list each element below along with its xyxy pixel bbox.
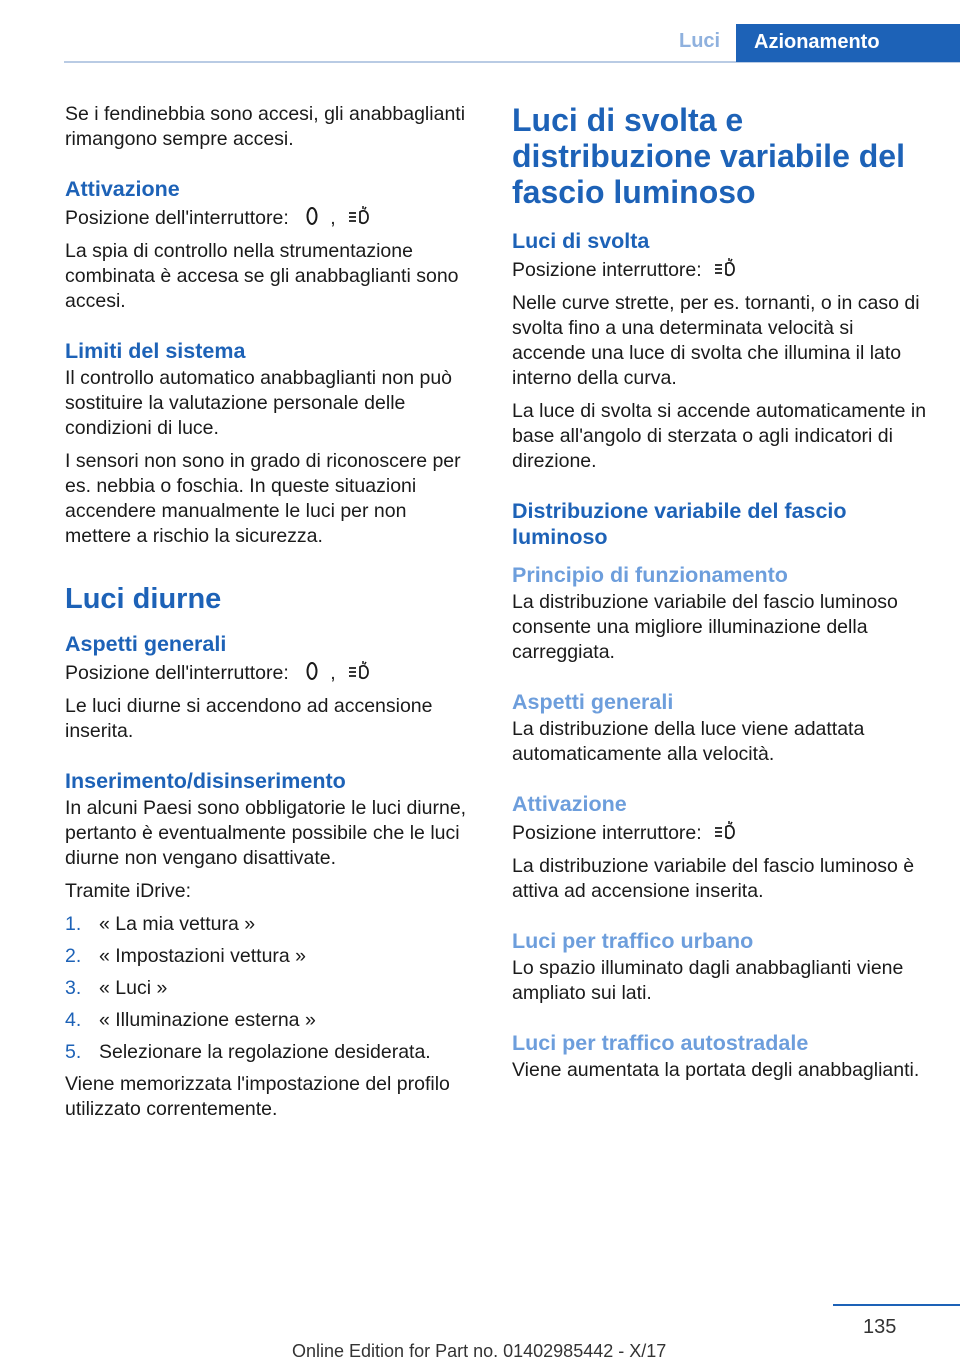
switch-position-0-icon [300,659,324,683]
turn-position [512,256,932,283]
activation-position [65,204,477,231]
automatic-headlight-icon [713,819,737,843]
list-item [65,976,477,1001]
drl-position [65,659,477,686]
intro-paragraph: Se i fendinebbia sono accesi, gli anabbaglianti rimangono sempre accesi. [65,103,466,150]
urban-heading: Luci per traffico urbano [512,929,754,953]
onoff-text: In alcuni Paesi sono obbligatorie le luci diurne, pertanto è eventualmente possibile che le luci diurne non vengano disattivate. [65,797,467,869]
principle-text: La distribuzione variabile del fascio luminoso consente una migliore illuminazione della carreggiata. [512,591,898,663]
drl-general-heading: Aspetti generali [65,632,227,656]
vld-activation-text: La distribuzione variabile del fascio luminoso è attiva ad accensione inserita. [512,855,915,902]
drl-position-label: Posizione dell'interruttore: [65,662,289,684]
drl-separator: , [330,662,336,684]
list-item [65,1008,477,1033]
step-text: « La mia vettura » [99,913,256,935]
idrive-label: Tramite iDrive: [65,880,192,902]
turn-position-label: Posizione interruttore: [512,259,702,281]
turn-lights-heading: Luci di svolta [512,229,650,253]
vld-general-heading: Aspetti generali [512,690,674,714]
idrive-steps-list [65,912,477,1065]
limits-paragraph-1: Il controllo automatico anabbaglianti non può sostituire la valutazione personale delle condizioni di luce. [65,367,453,439]
left-column [65,102,477,1130]
footer-rule [833,1304,960,1306]
edition-text: Online Edition for Part no. 01402985442 - X/17 [292,1341,667,1361]
step-number: 1. [65,913,82,935]
switch-position-0-icon [300,204,324,228]
principle-heading: Principio di funzionamento [512,563,788,587]
automatic-headlight-icon [347,204,371,228]
profile-text: Viene memorizzata l'impostazione del profilo utilizzato correntemente. [65,1073,450,1120]
vld-activation-heading: Attivazione [512,792,627,816]
header-chapter-tab [736,24,960,62]
activation-separator: , [330,207,336,229]
step-text: « Illuminazione esterna » [99,1009,316,1031]
activation-heading: Attivazione [65,177,180,201]
step-text: Selezionare la regolazione desiderata. [99,1041,431,1063]
step-text: « Luci » [99,977,168,999]
highway-text: Viene aumentata la portata degli anabbaglianti. [512,1059,920,1081]
activation-text: La spia di controllo nella strumentazione combinata è accesa se gli anabbaglianti sono accesi. [65,240,459,312]
vld-general-text: La distribuzione della luce viene adattata automaticamente alla velocità. [512,718,865,765]
header-chapter-label: Azionamento [754,31,880,53]
vld-activation-position [512,819,932,846]
drl-general-text: Le luci diurne si accendono ad accensione inserita. [65,695,433,742]
activation-position-label: Posizione dell'interruttore: [65,207,289,229]
header-section-luci: Luci [679,30,721,52]
limits-heading: Limiti del sistema [65,339,246,363]
list-item [65,912,477,937]
highway-heading: Luci per traffico autostradale [512,1031,809,1055]
main-section-title: Luci di svolta e distribuzione variabile del fascio luminoso [512,102,905,210]
page-number: 135 [863,1316,897,1338]
vld-activation-position-label: Posizione interruttore: [512,822,702,844]
list-item [65,1040,477,1065]
automatic-headlight-icon [347,659,371,683]
turn-paragraph-1: Nelle curve strette, per es. tornanti, o in caso di svolta fino a una determinata velocità si accende una luce di svolta che illumina il lato interno della curva. [512,292,920,389]
urban-text: Lo spazio illuminato dagli anabbaglianti viene ampliato sui lati. [512,957,904,1004]
automatic-headlight-icon [713,256,737,280]
step-number: 2. [65,945,82,967]
onoff-heading: Inserimento/disinserimento [65,769,346,793]
turn-paragraph-2: La luce di svolta si accende automaticamente in base all'angolo di sterzata o agli indicatori di direzione. [512,400,927,472]
right-column [512,102,932,1091]
step-number: 5. [65,1041,82,1063]
step-text: « Impostazioni vettura » [99,945,307,967]
step-number: 3. [65,977,82,999]
vld-heading: Distribuzione variabile del fascio luminoso [512,499,847,549]
step-number: 4. [65,1009,82,1031]
list-item [65,944,477,969]
limits-paragraph-2: I sensori non sono in grado di riconoscere per es. nebbia o foschia. In queste situazioni accendere manualmente le luci per non mettere a rischio la sicurezza. [65,450,461,547]
drl-heading: Luci diurne [65,583,222,615]
